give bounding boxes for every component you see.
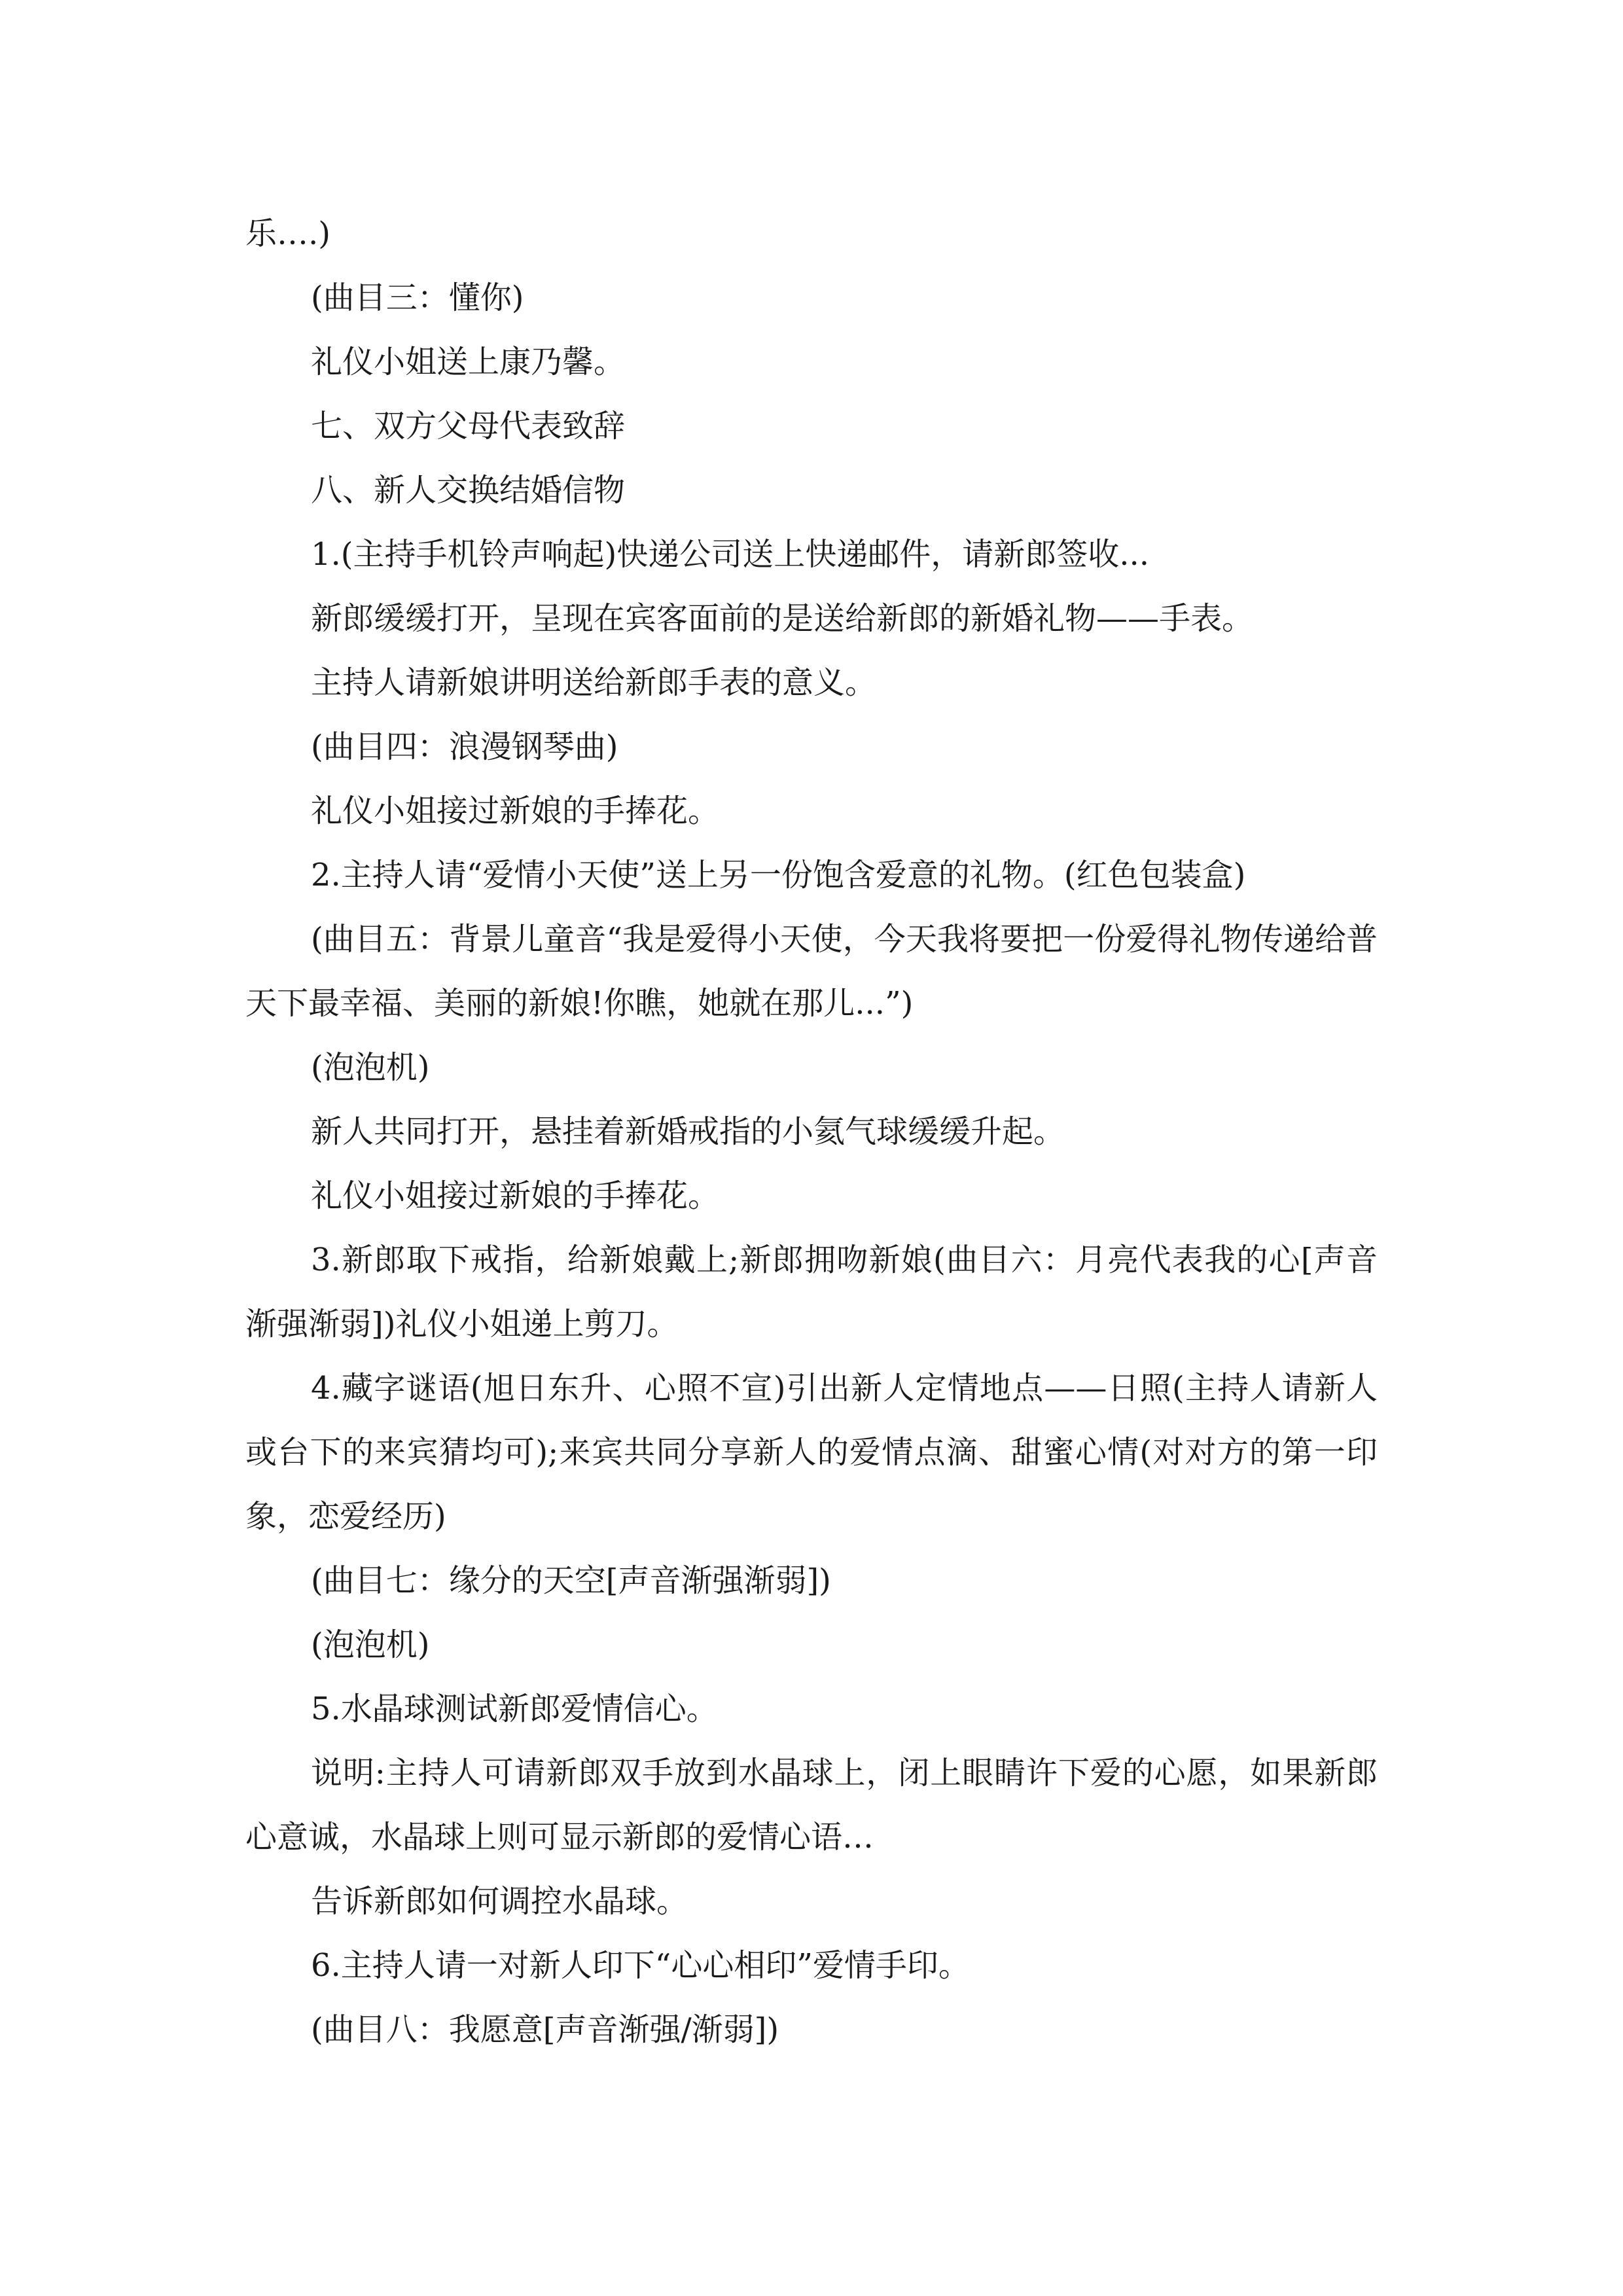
paragraph-song-4: (曲目四：浪漫钢琴曲) bbox=[311, 728, 618, 765]
paragraph-item-3: 3.新郎取下戒指，给新娘戴上;新郎拥吻新娘(曲目六：月亮代表我的心[声音渐强渐弱])礼仪小姐递上剪刀。 bbox=[245, 1242, 1378, 1342]
paragraph-item-1: 1.(主持手机铃声响起)快递公司送上快递邮件，请新郎签收... bbox=[311, 536, 1150, 573]
document-body bbox=[245, 202, 1378, 2062]
paragraph-item-6: 6.主持人请一对新人印下“心心相印”爱情手印。 bbox=[311, 1947, 970, 1984]
paragraph-bubble-machine: (泡泡机) bbox=[311, 1049, 430, 1086]
paragraph: 主持人请新娘讲明送给新郎手表的意义。 bbox=[311, 664, 877, 701]
paragraph: 新人共同打开，悬挂着新婚戒指的小氦气球缓缓升起。 bbox=[311, 1113, 1065, 1150]
paragraph-continuation: 乐….) bbox=[245, 215, 330, 252]
section-heading-7: 七、双方父母代表致辞 bbox=[311, 408, 626, 444]
paragraph: 礼仪小姐接过新娘的手捧花。 bbox=[311, 793, 720, 829]
section-heading-8: 八、新人交换结婚信物 bbox=[311, 472, 626, 509]
paragraph-item-5: 5.水晶球测试新郎爱情信心。 bbox=[311, 1691, 718, 1727]
paragraph-song-3: (曲目三：懂你) bbox=[311, 279, 524, 316]
paragraph-item-2: 2.主持人请“爱情小天使”送上另一份饱含爱意的礼物。(红色包装盒) bbox=[311, 857, 1246, 893]
paragraph-explanation: 说明:主持人可请新郎双手放到水晶球上，闭上眼睛许下爱的心愿，如果新郎心意诚，水晶球上则可显示新郎的爱情心语… bbox=[245, 1755, 1378, 1856]
paragraph-bubble-machine: (泡泡机) bbox=[311, 1626, 430, 1663]
paragraph-song-8: (曲目八：我愿意[声音渐强/渐弱]) bbox=[311, 2011, 779, 2048]
paragraph: 新郎缓缓打开，呈现在宾客面前的是送给新郎的新婚礼物——手表。 bbox=[311, 600, 1254, 637]
paragraph: 告诉新郎如何调控水晶球。 bbox=[311, 1883, 688, 1920]
paragraph: 礼仪小姐接过新娘的手捧花。 bbox=[311, 1177, 720, 1214]
paragraph-item-4: 4.藏字谜语(旭日东升、心照不宣)引出新人定情地点——日照(主持人请新人或台下的来宾猜均可);来宾共同分享新人的爱情点滴、甜蜜心情(对对方的第一印象，恋爱经历) bbox=[245, 1370, 1378, 1535]
paragraph: 礼仪小姐送上康乃馨。 bbox=[311, 344, 626, 380]
paragraph-song-7: (曲目七：缘分的天空[声音渐强渐弱]) bbox=[311, 1562, 831, 1599]
paragraph-song-5: (曲目五：背景儿童音“我是爱得小天使，今天我将要把一份爱得礼物传递给普天下最幸福、美丽的新娘!你瞧，她就在那儿...”) bbox=[245, 921, 1378, 1022]
